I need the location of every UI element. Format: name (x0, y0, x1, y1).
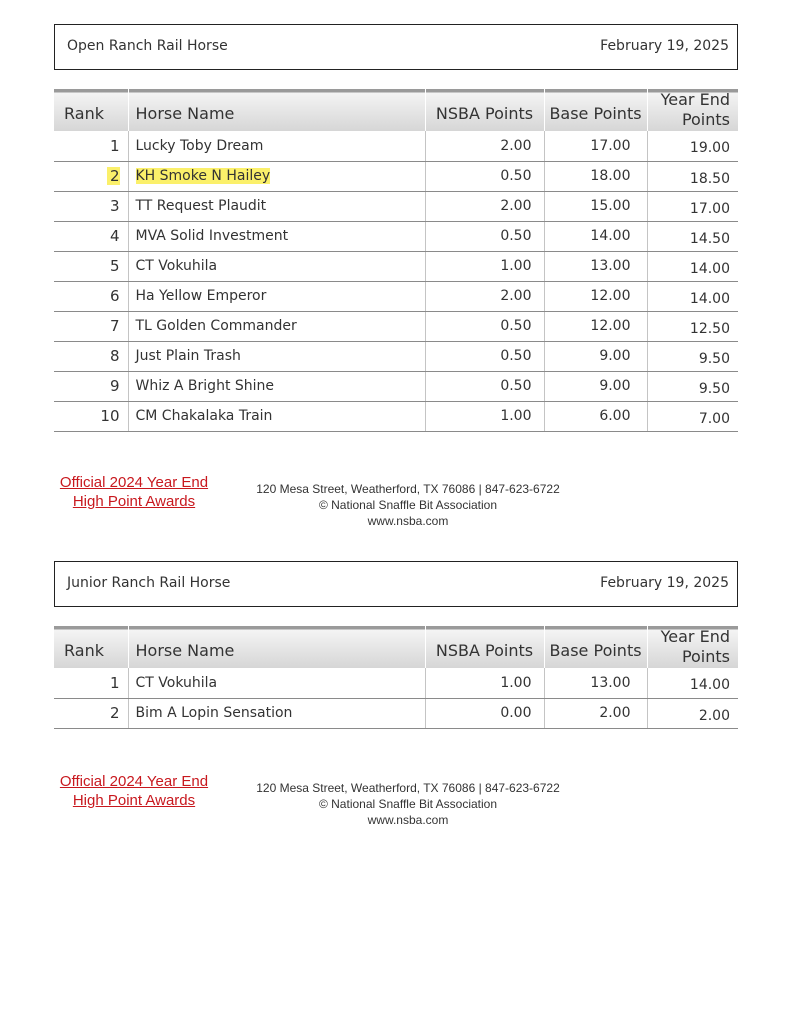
horse-name-header: Horse Name (128, 626, 425, 668)
horse-name-cell: Whiz A Bright Shine (128, 371, 425, 401)
nsba-points-cell: 2.00 (425, 281, 544, 311)
standings-date: February 19, 2025 (600, 575, 729, 591)
base-points-cell: 12.00 (544, 311, 647, 341)
base-points-cell: 13.00 (544, 668, 647, 698)
year-end-points-cell: 7.00 (647, 401, 738, 431)
rank-cell: 2 (54, 698, 128, 728)
footer-address: 120 Mesa Street, Weatherford, TX 76086 | 847-623-6722 (256, 482, 560, 496)
standings-table (54, 626, 738, 729)
year-end-awards-link[interactable] (48, 473, 220, 511)
footer-address: 120 Mesa Street, Weatherford, TX 76086 | 847-623-6722 (256, 781, 560, 795)
awards-link-line-1: Official 2024 Year End (59, 474, 209, 491)
base-points-cell: 14.00 (544, 221, 647, 251)
table-row (54, 698, 738, 728)
rank-header: Rank (54, 89, 128, 131)
footer-website: www.nsba.com (367, 813, 449, 827)
association-footer (222, 780, 594, 828)
horse-name-cell: TT Request Plaudit (128, 191, 425, 221)
rank-cell: 8 (54, 341, 128, 371)
awards-link-line-2: High Point Awards (72, 792, 196, 809)
nsba-points-cell: 0.50 (425, 341, 544, 371)
footer-copyright: © National Snaffle Bit Association (318, 498, 498, 512)
horse-name-cell: MVA Solid Investment (128, 221, 425, 251)
table-row (54, 221, 738, 251)
table-row (54, 191, 738, 221)
highlight-mark: 2 (107, 167, 120, 185)
base-points-cell: 2.00 (544, 698, 647, 728)
nsba-points-cell: 0.00 (425, 698, 544, 728)
year-end-points-cell: 17.00 (647, 191, 738, 221)
rank-cell: 10 (54, 401, 128, 431)
year-end-points-cell: 2.00 (647, 698, 738, 728)
year-end-points-cell: 9.50 (647, 341, 738, 371)
year-end-header-line-2: Points (681, 110, 730, 129)
year-end-points-cell: 14.00 (647, 668, 738, 698)
table-header-row (54, 89, 738, 131)
table-row (54, 668, 738, 698)
nsba-points-cell: 0.50 (425, 371, 544, 401)
class-title-box (54, 24, 738, 70)
year-end-points-header (647, 89, 738, 131)
base-points-cell: 17.00 (544, 131, 647, 161)
rank-cell: 6 (54, 281, 128, 311)
standings-table (54, 89, 738, 432)
rank-cell: 4 (54, 221, 128, 251)
year-end-points-cell: 9.50 (647, 371, 738, 401)
nsba-points-cell: 0.50 (425, 311, 544, 341)
table-row (54, 371, 738, 401)
year-end-points-cell: 19.00 (647, 131, 738, 161)
horse-name-cell: CM Chakalaka Train (128, 401, 425, 431)
year-end-header-line-2: Points (681, 647, 730, 666)
horse-name-cell: Bim A Lopin Sensation (128, 698, 425, 728)
base-points-header: Base Points (544, 626, 647, 668)
footer-website: www.nsba.com (367, 514, 449, 528)
year-end-points-cell: 14.00 (647, 281, 738, 311)
rank-cell: 5 (54, 251, 128, 281)
table-row (54, 401, 738, 431)
base-points-cell: 6.00 (544, 401, 647, 431)
table-row (54, 251, 738, 281)
nsba-points-cell: 1.00 (425, 401, 544, 431)
rank-cell: 9 (54, 371, 128, 401)
association-footer (222, 481, 594, 529)
rank-cell (54, 161, 128, 191)
year-end-points-header (647, 626, 738, 668)
rank-cell: 1 (54, 131, 128, 161)
awards-link-line-2: High Point Awards (72, 493, 196, 510)
year-end-points-cell: 14.00 (647, 251, 738, 281)
rank-cell: 1 (54, 668, 128, 698)
year-end-points-cell: 12.50 (647, 311, 738, 341)
horse-name-cell: Just Plain Trash (128, 341, 425, 371)
year-end-points-cell: 14.50 (647, 221, 738, 251)
nsba-points-cell: 0.50 (425, 221, 544, 251)
base-points-header: Base Points (544, 89, 647, 131)
highlight-mark: KH Smoke N Hailey (135, 168, 271, 184)
nsba-points-header: NSBA Points (425, 89, 544, 131)
horse-name-cell: TL Golden Commander (128, 311, 425, 341)
base-points-cell: 9.00 (544, 371, 647, 401)
footer-copyright: © National Snaffle Bit Association (318, 797, 498, 811)
standings-date: February 19, 2025 (600, 38, 729, 54)
table-row (54, 311, 738, 341)
base-points-cell: 12.00 (544, 281, 647, 311)
awards-link-line-1: Official 2024 Year End (59, 773, 209, 790)
horse-name-cell: CT Vokuhila (128, 251, 425, 281)
nsba-points-cell: 0.50 (425, 161, 544, 191)
class-name: Open Ranch Rail Horse (67, 38, 228, 54)
class-name: Junior Ranch Rail Horse (67, 575, 231, 591)
base-points-cell: 18.00 (544, 161, 647, 191)
nsba-points-cell: 1.00 (425, 251, 544, 281)
nsba-points-cell: 1.00 (425, 668, 544, 698)
year-end-header-line-1: Year End (660, 627, 730, 646)
base-points-cell: 13.00 (544, 251, 647, 281)
class-title-box (54, 561, 738, 607)
table-row (54, 131, 738, 161)
nsba-points-cell: 2.00 (425, 191, 544, 221)
base-points-cell: 9.00 (544, 341, 647, 371)
horse-name-cell (128, 161, 425, 191)
table-header-row (54, 626, 738, 668)
horse-name-header: Horse Name (128, 89, 425, 131)
year-end-header-line-1: Year End (660, 90, 730, 109)
table-row (54, 281, 738, 311)
year-end-points-cell: 18.50 (647, 161, 738, 191)
horse-name-cell: Lucky Toby Dream (128, 131, 425, 161)
horse-name-cell: Ha Yellow Emperor (128, 281, 425, 311)
rank-cell: 7 (54, 311, 128, 341)
year-end-awards-link[interactable] (48, 772, 220, 810)
table-row (54, 341, 738, 371)
horse-name-cell: CT Vokuhila (128, 668, 425, 698)
rank-header: Rank (54, 626, 128, 668)
nsba-points-cell: 2.00 (425, 131, 544, 161)
base-points-cell: 15.00 (544, 191, 647, 221)
rank-cell: 3 (54, 191, 128, 221)
table-row-highlighted (54, 161, 738, 191)
nsba-points-header: NSBA Points (425, 626, 544, 668)
